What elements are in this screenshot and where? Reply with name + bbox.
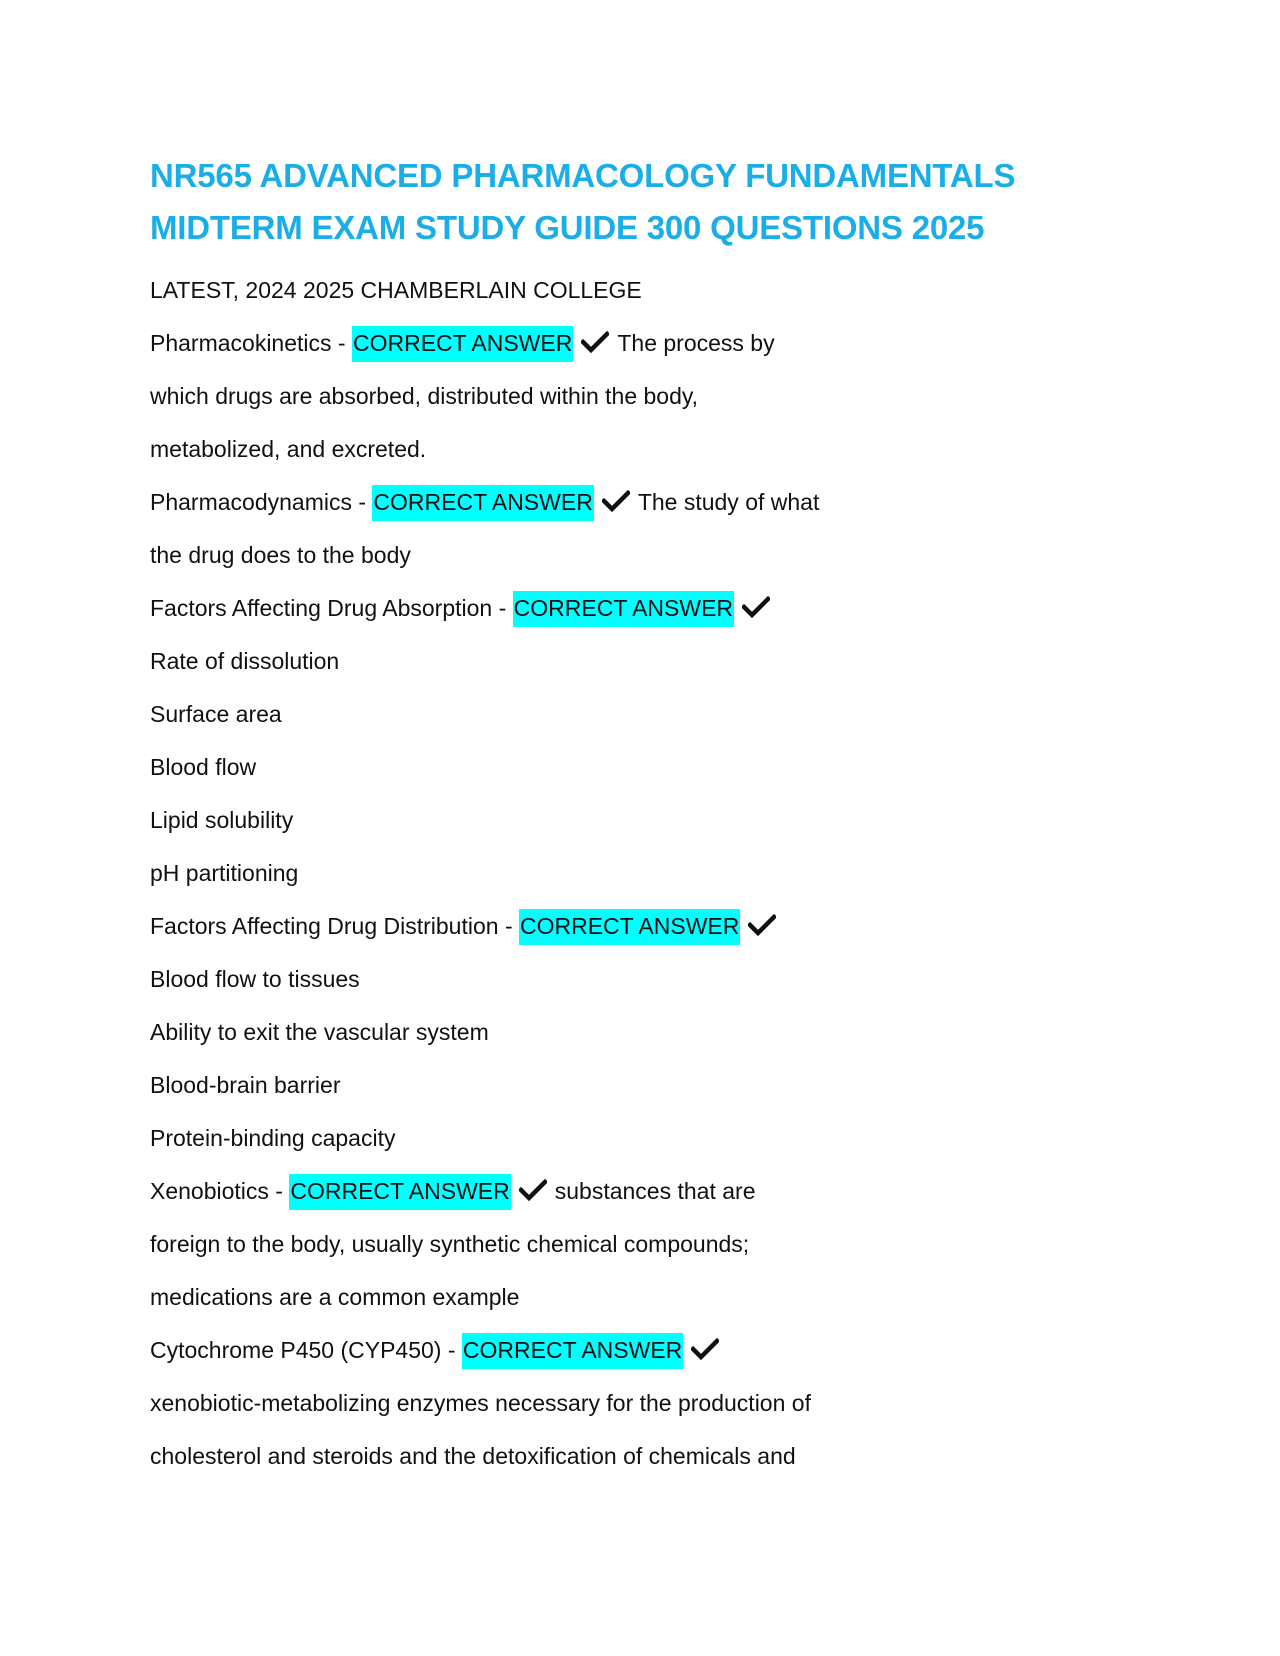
entry-line: xenobiotic-metabolizing enzymes necessary for the production of <box>150 1390 811 1416</box>
entry-line: Ability to exit the vascular system <box>150 1019 489 1045</box>
entry-term: Pharmacokinetics - <box>150 330 352 356</box>
entry-heading <box>150 317 1150 370</box>
entry-term: Factors Affecting Drug Absorption - <box>150 595 513 621</box>
correct-answer-highlight: CORRECT ANSWER <box>352 326 573 362</box>
entry-line: Rate of dissolution <box>150 648 340 674</box>
checkmark-icon <box>742 596 770 618</box>
correct-answer-highlight: CORRECT ANSWER <box>289 1174 510 1210</box>
document-subtitle: LATEST, 2024 2025 CHAMBERLAIN COLLEGE <box>150 277 642 303</box>
document-title <box>150 150 1150 254</box>
entry-line: Blood flow <box>150 754 257 780</box>
entry-inline-text: The study of what <box>637 489 820 515</box>
checkmark-icon <box>691 1338 719 1360</box>
document-page <box>150 150 1150 1483</box>
entry-inline-text: The process by <box>617 330 775 356</box>
entry-heading <box>150 582 1150 635</box>
entry-heading <box>150 1165 1150 1218</box>
entry-line: medications are a common example <box>150 1284 520 1310</box>
entry-line: cholesterol and steroids and the detoxification of chemicals and <box>150 1443 796 1469</box>
entry-line: Blood-brain barrier <box>150 1072 341 1098</box>
entry-term: Factors Affecting Drug Distribution - <box>150 913 519 939</box>
checkmark-icon <box>581 331 609 353</box>
entry-line: Blood flow to tissues <box>150 966 360 992</box>
entry-inline-text: substances that are <box>554 1178 756 1204</box>
correct-answer-highlight: CORRECT ANSWER <box>513 591 734 627</box>
entry-heading <box>150 900 1150 953</box>
entry-heading <box>150 1324 1150 1377</box>
entry-line: metabolized, and excreted. <box>150 436 427 462</box>
entry-line: pH partitioning <box>150 860 299 886</box>
entry-line: foreign to the body, usually synthetic chemical compounds; <box>150 1231 750 1257</box>
correct-answer-highlight: CORRECT ANSWER <box>372 485 593 521</box>
title-line-2: MIDTERM EXAM STUDY GUIDE 300 QUESTIONS 2025 <box>150 209 985 246</box>
entry-heading <box>150 476 1150 529</box>
entry-line: Surface area <box>150 701 282 727</box>
entry-line: Lipid solubility <box>150 807 294 833</box>
checkmark-icon <box>748 914 776 936</box>
entry-line: the drug does to the body <box>150 542 411 568</box>
correct-answer-highlight: CORRECT ANSWER <box>519 909 740 945</box>
entry-line: which drugs are absorbed, distributed within the body, <box>150 383 699 409</box>
correct-answer-highlight: CORRECT ANSWER <box>462 1333 683 1369</box>
entry-term: Cytochrome P450 (CYP450) - <box>150 1337 462 1363</box>
entry-term: Xenobiotics - <box>150 1178 290 1204</box>
entry-line: Protein-binding capacity <box>150 1125 396 1151</box>
checkmark-icon <box>602 490 630 512</box>
title-line-1: NR565 ADVANCED PHARMACOLOGY FUNDAMENTALS <box>150 157 1016 194</box>
entries-list <box>150 317 1150 1483</box>
entry-term: Pharmacodynamics - <box>150 489 373 515</box>
checkmark-icon <box>519 1179 547 1201</box>
